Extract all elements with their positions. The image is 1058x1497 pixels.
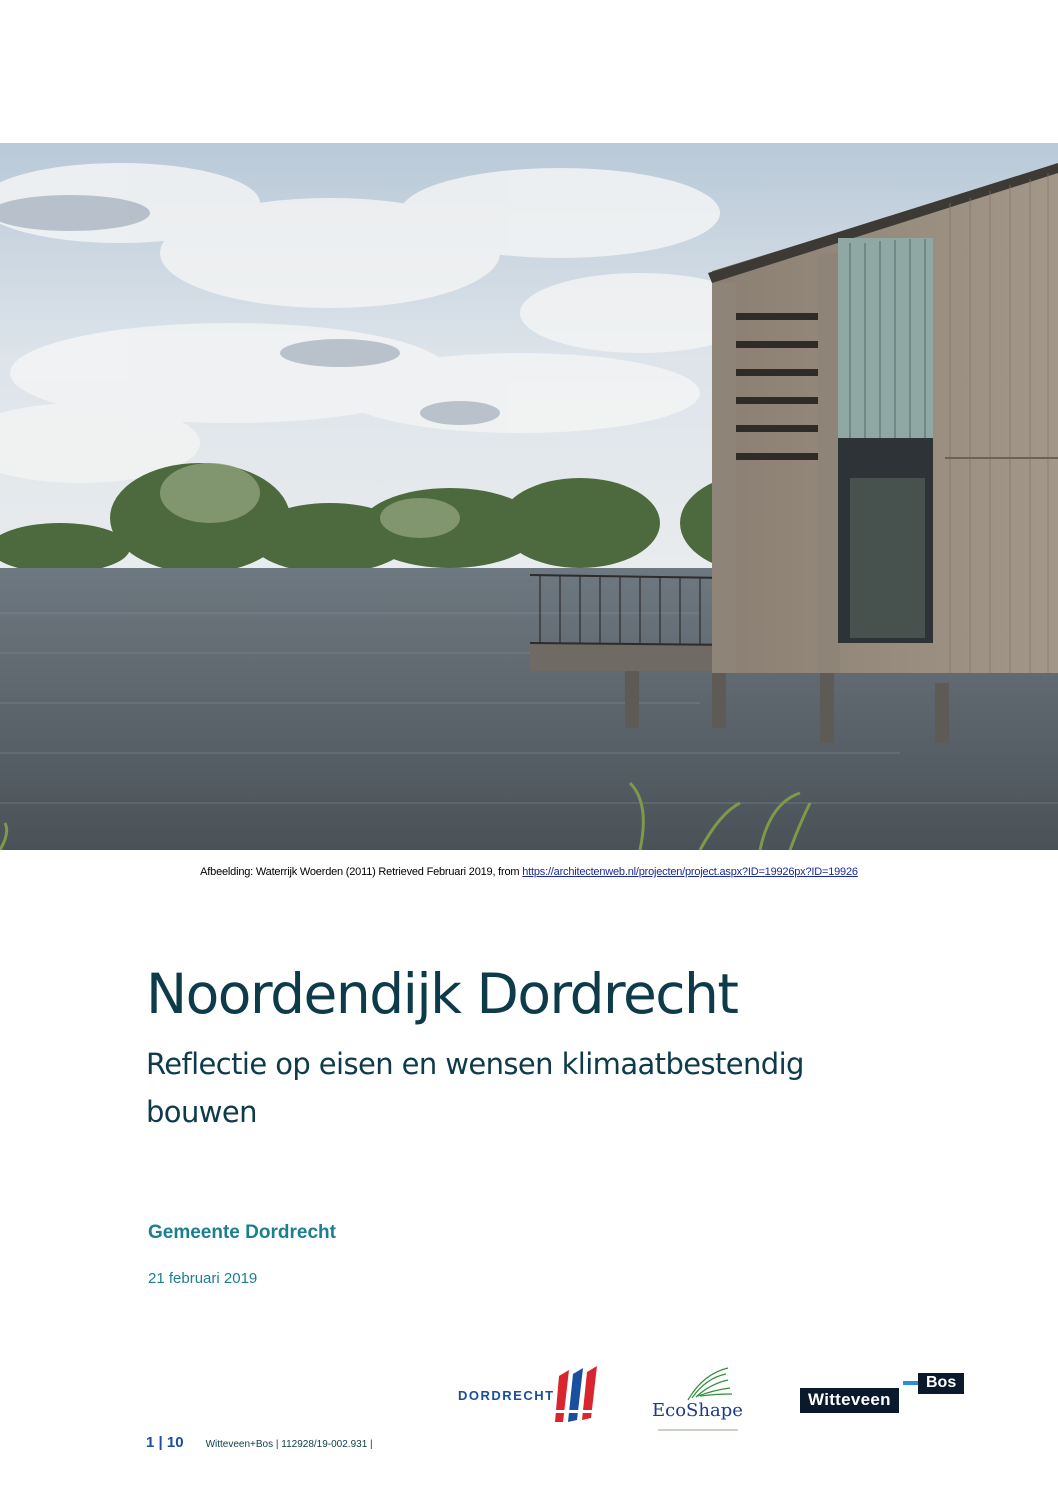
witteveen-bos-logo-name: Witteveen	[800, 1388, 899, 1413]
dordrecht-logo	[455, 1366, 605, 1428]
document-subtitle: Reflectie op eisen en wensen klimaatbestendig bouwen	[146, 1047, 804, 1129]
page-footer	[146, 1434, 373, 1451]
document-title: Noordendijk Dordrecht	[146, 962, 738, 1026]
document-date: 21 februari 2019	[148, 1270, 258, 1287]
caption-link[interactable]: https://architectenweb.nl/projecten/project.aspx?ID=19926px?ID=19926	[522, 866, 858, 878]
page-number: 1 | 10	[146, 1434, 184, 1451]
document-reference: Witteveen+Bos | 112928/19-002.931 |	[205, 1439, 373, 1450]
witteveen-bos-logo-bos: Bos	[918, 1373, 964, 1394]
client-name: Gemeente Dordrecht	[148, 1222, 336, 1243]
photo-caption	[0, 866, 1058, 878]
dordrecht-logo-text: DORDRECHT	[458, 1388, 555, 1403]
ecoshape-logo-text: EcoShape	[652, 1400, 743, 1421]
caption-text: Afbeelding: Waterrijk Woerden (2011) Retrieved Februari 2019, from	[200, 866, 523, 878]
cover-photo	[0, 143, 1058, 850]
